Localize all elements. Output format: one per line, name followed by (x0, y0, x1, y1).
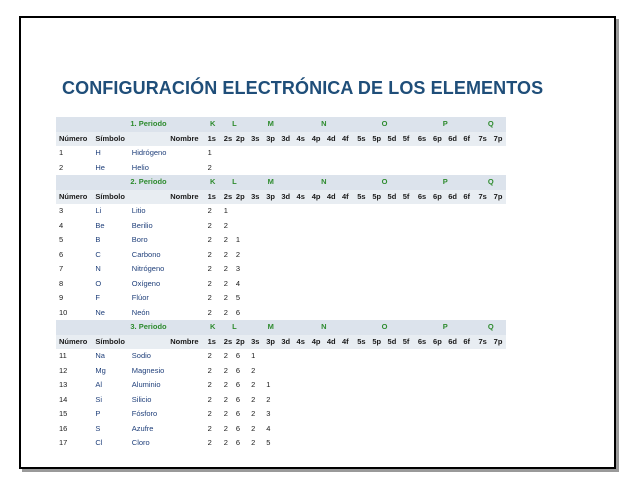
period-label: 1. Periodo (92, 117, 204, 132)
electron-count: 2 (223, 365, 228, 375)
header-subshell: 6s (415, 190, 430, 205)
header-subshell: 5d (385, 190, 400, 205)
header-nombre: Nombre (129, 132, 205, 147)
electron-count: 2 (223, 423, 228, 433)
element-name: Neón (131, 307, 150, 317)
electron-count: 2 (207, 206, 212, 215)
shell-label: N (294, 117, 355, 132)
header-subshell: 6d (445, 132, 460, 147)
element-name: Silicio (131, 394, 152, 404)
table-row (56, 422, 506, 437)
shell-label: O (354, 320, 415, 335)
header-subshell: 3p (263, 190, 278, 205)
header-subshell: 5s (354, 190, 369, 205)
element-name: Nitrógeno (131, 264, 165, 273)
table-row (56, 378, 506, 393)
header-subshell: 4d (324, 132, 339, 147)
electron-count: 2 (251, 380, 256, 389)
header-subshell: 4s (294, 335, 309, 350)
header-subshell: 4s (294, 132, 309, 147)
electron-count: 2 (223, 293, 228, 302)
electron-configuration-table (56, 117, 506, 451)
header-simbolo: Símbolo (92, 132, 128, 147)
electron-count: 2 (207, 220, 212, 230)
element-symbol: S (95, 423, 101, 433)
table-row (56, 146, 506, 161)
element-number: 5 (59, 235, 64, 244)
electron-count: 2 (207, 293, 212, 302)
element-name: Litio (131, 206, 146, 215)
element-number: 14 (59, 394, 68, 404)
shell-label: L (221, 175, 248, 190)
shell-label: N (294, 175, 355, 190)
element-number: 15 (59, 409, 68, 418)
electron-count: 2 (235, 249, 241, 259)
electron-count: 2 (207, 264, 212, 273)
table-row (56, 262, 506, 277)
electron-count: 6 (235, 438, 241, 447)
electron-count: 2 (223, 307, 228, 317)
electron-count: 2 (207, 423, 212, 433)
element-name: Cloro (131, 438, 150, 447)
element-number: 17 (59, 438, 68, 447)
element-symbol: O (95, 278, 102, 288)
header-subshell: 3d (278, 132, 293, 147)
header-subshell: 3d (278, 335, 293, 350)
shell-label: O (354, 117, 415, 132)
element-number: 6 (59, 249, 64, 259)
element-symbol: Si (95, 394, 103, 404)
header-subshell: 5p (369, 335, 384, 350)
element-name: Azufre (131, 423, 154, 433)
element-number: 11 (59, 351, 67, 360)
element-number: 13 (59, 380, 68, 389)
header-subshell: 6f (460, 335, 475, 350)
header-row (56, 190, 506, 205)
header-subshell: 6d (445, 190, 460, 205)
shell-label: Q (476, 320, 506, 335)
electron-count: 6 (235, 423, 241, 433)
electron-count: 2 (251, 409, 256, 418)
electron-count: 2 (223, 409, 228, 418)
header-subshell: 2s (221, 190, 233, 205)
shell-label: Q (476, 175, 506, 190)
header-numero: Número (56, 190, 92, 205)
element-number: 12 (59, 365, 68, 375)
period-row (56, 320, 506, 335)
electron-count: 2 (207, 307, 212, 317)
element-number: 2 (59, 162, 64, 172)
element-name: Carbono (131, 249, 161, 259)
electron-count: 2 (207, 394, 212, 404)
header-subshell: 7p (491, 132, 506, 147)
shell-label: P (415, 320, 476, 335)
table-row (56, 291, 506, 306)
shell-label: O (354, 175, 415, 190)
element-symbol: Be (95, 220, 105, 230)
header-subshell: 4f (339, 190, 354, 205)
header-subshell: 3p (263, 335, 278, 350)
header-row (56, 335, 506, 350)
table-row (56, 349, 506, 364)
header-subshell: 3s (248, 132, 263, 147)
header-subshell: 2p (233, 132, 248, 147)
electron-count: 2 (207, 235, 212, 244)
electron-count: 4 (266, 423, 271, 433)
period-label: 2. Periodo (92, 175, 204, 190)
shell-label: K (205, 175, 221, 190)
header-nombre: Nombre (129, 190, 205, 205)
electron-count: 2 (207, 365, 212, 375)
electron-count: 2 (207, 162, 212, 172)
element-number: 7 (59, 264, 64, 273)
shell-label: K (205, 320, 221, 335)
header-subshell: 4f (339, 335, 354, 350)
element-name: Flúor (131, 293, 149, 302)
header-subshell: 3s (248, 190, 263, 205)
header-subshell: 4d (324, 190, 339, 205)
header-simbolo: Símbolo (92, 335, 128, 350)
element-symbol: Mg (95, 365, 106, 375)
electron-count: 2 (223, 235, 228, 244)
element-name: Fósforo (131, 409, 158, 418)
element-name: Oxígeno (131, 278, 161, 288)
header-subshell: 4p (309, 132, 324, 147)
page-title: CONFIGURACIÓN ELECTRÓNICA DE LOS ELEMENTOS (62, 78, 544, 98)
header-subshell: 4p (309, 190, 324, 205)
header-subshell: 4s (294, 190, 309, 205)
table-row (56, 306, 506, 321)
electron-count: 2 (251, 394, 256, 404)
table-row (56, 233, 506, 248)
header-subshell: 7s (476, 335, 491, 350)
electron-count: 2 (223, 249, 228, 259)
electron-count: 5 (266, 438, 271, 447)
electron-count: 1 (235, 235, 241, 244)
header-row (56, 132, 506, 147)
electron-count: 2 (223, 438, 228, 447)
electron-count: 5 (235, 293, 241, 302)
element-symbol: Ne (95, 307, 105, 317)
electron-count: 6 (235, 394, 241, 404)
header-subshell: 6p (430, 190, 445, 205)
element-name: Boro (131, 235, 148, 244)
electron-count: 2 (223, 380, 228, 389)
header-subshell: 7p (491, 190, 506, 205)
header-simbolo: Símbolo (92, 190, 128, 205)
header-subshell: 5d (385, 335, 400, 350)
header-subshell: 3d (278, 190, 293, 205)
header-subshell: 2s (221, 335, 233, 350)
table-row (56, 277, 506, 292)
table-row (56, 161, 506, 176)
period-label: 3. Periodo (92, 320, 204, 335)
electron-count: 1 (266, 380, 271, 389)
table-row (56, 364, 506, 379)
electron-count: 2 (251, 365, 256, 375)
element-symbol: P (95, 409, 101, 418)
header-subshell: 5f (400, 132, 415, 147)
header-subshell: 7s (476, 132, 491, 147)
electron-count: 2 (207, 380, 212, 389)
shell-label: M (248, 117, 293, 132)
header-subshell: 5p (369, 190, 384, 205)
shell-label: K (205, 117, 221, 132)
electron-count: 2 (251, 423, 256, 433)
electron-count: 2 (223, 278, 228, 288)
table-row (56, 393, 506, 408)
header-subshell: 5p (369, 132, 384, 147)
period-row (56, 175, 506, 190)
electron-count: 2 (223, 220, 228, 230)
electron-count: 6 (235, 380, 241, 389)
electron-count: 2 (266, 394, 271, 404)
header-subshell: 5s (354, 132, 369, 147)
element-number: 8 (59, 278, 64, 288)
element-symbol: N (95, 264, 101, 273)
header-subshell: 2s (221, 132, 233, 147)
electron-count: 2 (207, 409, 212, 418)
header-subshell: 6p (430, 132, 445, 147)
electron-count: 1 (223, 206, 228, 215)
header-subshell: 5d (385, 132, 400, 147)
header-subshell: 1s (205, 132, 221, 147)
element-symbol: Cl (95, 438, 103, 447)
header-subshell: 5s (354, 335, 369, 350)
header-subshell: 1s (205, 335, 221, 350)
table-row (56, 204, 506, 219)
electron-count: 4 (235, 278, 241, 288)
electron-count: 6 (235, 351, 241, 360)
header-subshell: 4p (309, 335, 324, 350)
table-row (56, 219, 506, 234)
element-name: Sodio (131, 351, 151, 360)
element-name: Aluminio (131, 380, 161, 389)
element-name: Hidrógeno (131, 148, 167, 157)
header-subshell: 6f (460, 190, 475, 205)
electron-count: 6 (235, 307, 241, 317)
electron-count: 2 (251, 438, 256, 447)
electron-count: 6 (235, 409, 241, 418)
header-subshell: 1s (205, 190, 221, 205)
header-subshell: 6p (430, 335, 445, 350)
element-symbol: B (95, 235, 101, 244)
header-subshell: 2p (233, 335, 248, 350)
header-nombre: Nombre (129, 335, 205, 350)
electron-count: 2 (223, 264, 228, 273)
shell-label: M (248, 320, 293, 335)
element-symbol: H (95, 148, 101, 157)
header-subshell: 4d (324, 335, 339, 350)
header-subshell: 3p (263, 132, 278, 147)
element-number: 1 (59, 148, 64, 157)
table-row (56, 407, 506, 422)
electron-count: 2 (223, 394, 228, 404)
element-symbol: C (95, 249, 101, 259)
element-symbol: He (95, 162, 105, 172)
header-subshell: 2p (233, 190, 248, 205)
header-subshell: 5f (400, 190, 415, 205)
electron-count: 6 (235, 365, 241, 375)
period-row (56, 117, 506, 132)
header-subshell: 6d (445, 335, 460, 350)
electron-count: 1 (251, 351, 256, 360)
shell-label: N (294, 320, 355, 335)
electron-count: 3 (266, 409, 271, 418)
element-number: 10 (59, 307, 68, 317)
shell-label: L (221, 117, 248, 132)
shell-label: M (248, 175, 293, 190)
header-subshell: 6f (460, 132, 475, 147)
header-subshell: 7s (476, 190, 491, 205)
element-name: Helio (131, 162, 149, 172)
element-name: Magnesio (131, 365, 165, 375)
shell-label: P (415, 175, 476, 190)
element-symbol: Li (95, 206, 102, 215)
header-subshell: 7p (491, 335, 506, 350)
header-subshell: 3s (248, 335, 263, 350)
shell-label: Q (476, 117, 506, 132)
electron-count: 2 (207, 278, 212, 288)
element-name: Berilio (131, 220, 153, 230)
electron-count: 2 (207, 351, 212, 360)
electron-count: 3 (235, 264, 241, 273)
header-numero: Número (56, 335, 92, 350)
shell-label: L (221, 320, 248, 335)
element-symbol: F (95, 293, 100, 302)
element-symbol: Al (95, 380, 103, 389)
header-subshell: 4f (339, 132, 354, 147)
header-subshell: 5f (400, 335, 415, 350)
electron-count: 2 (223, 351, 228, 360)
table-row (56, 248, 506, 263)
element-symbol: Na (95, 351, 105, 360)
header-numero: Número (56, 132, 92, 147)
shell-label: P (415, 117, 476, 132)
element-number: 16 (59, 423, 68, 433)
table-row (56, 436, 506, 451)
electron-count: 2 (207, 249, 212, 259)
element-number: 9 (59, 293, 64, 302)
electron-count: 1 (207, 148, 212, 157)
element-number: 4 (59, 220, 64, 230)
header-subshell: 6s (415, 132, 430, 147)
electron-count: 2 (207, 438, 212, 447)
element-number: 3 (59, 206, 64, 215)
header-subshell: 6s (415, 335, 430, 350)
